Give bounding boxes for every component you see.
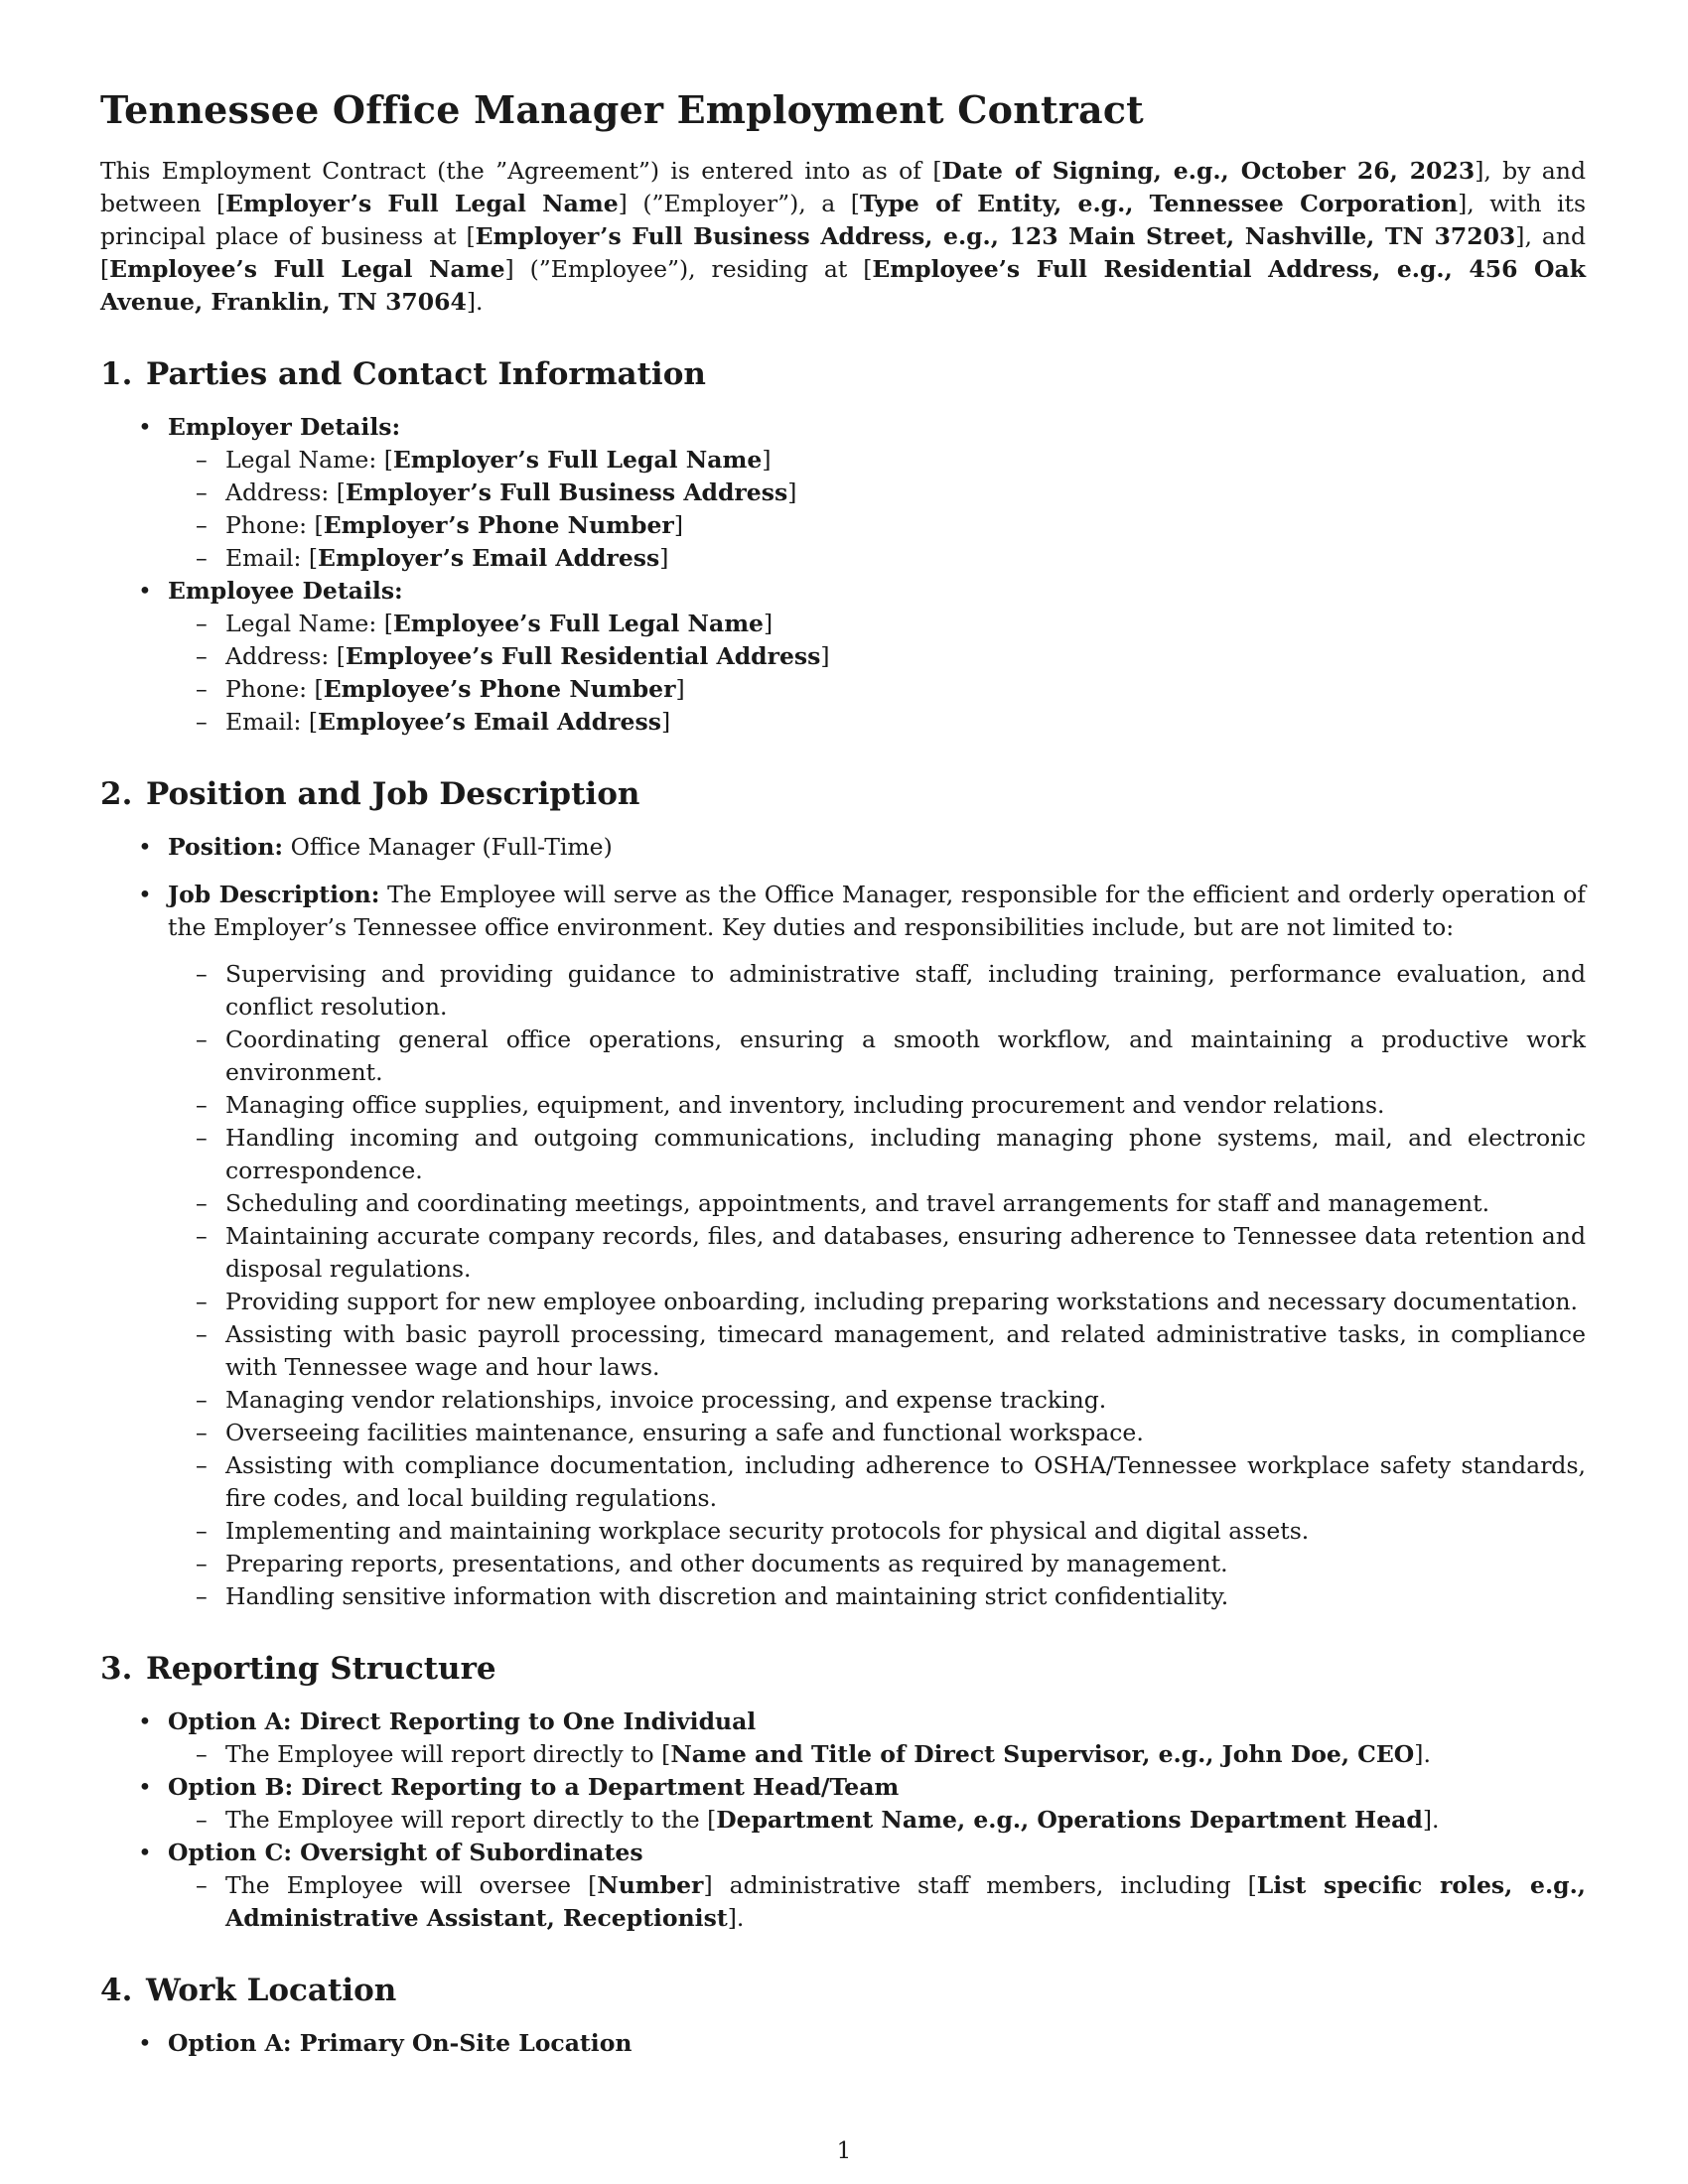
duty-item: – Supervising and providing guidance to administrative staff, including training, performance evaluation, and conflict resolution. (166, 958, 1586, 1024)
list-item: – The Employee will oversee [Number] administrative staff members, including [List specific roles, e.g., Administrative Assistant, Receptionist]. (166, 1869, 1586, 1935)
option-a: • Option A: Direct Reporting to One Individual – The Employee will report directly to [Name and Title of Direct Supervisor, e.g., John Doe, CEO]. (100, 1706, 1586, 1771)
duty-item: – Assisting with basic payroll processing, timecard management, and related administrative tasks, in compliance with Tennessee wage and hour laws. (166, 1318, 1586, 1384)
section-reporting (100, 1651, 1586, 1935)
duty-item: – Implementing and maintaining workplace security protocols for physical and digital assets. (166, 1515, 1586, 1548)
document-page (100, 87, 1586, 2098)
section-parties (100, 356, 1586, 739)
option-a: • Option A: Primary On-Site Location (100, 2027, 1586, 2060)
list-item: – Address: [Employee’s Full Residential Address] (166, 640, 1586, 673)
option-b: • Option B: Direct Reporting to a Department Head/Team – The Employee will report directly to the [Department Name, e.g., Operations Department Head]. (100, 1771, 1586, 1837)
document-title: Tennessee Office Manager Employment Contract (100, 87, 1144, 132)
duty-item: – Providing support for new employee onboarding, including preparing workstations and necessary documentation. (166, 1286, 1586, 1318)
section-heading: 4. Work Location (100, 1973, 397, 2009)
duty-item: – Managing vendor relationships, invoice processing, and expense tracking. (166, 1384, 1586, 1417)
duty-item: – Handling incoming and outgoing communications, including managing phone systems, mail, and electronic correspondence. (166, 1122, 1586, 1187)
duty-item: – Coordinating general office operations, ensuring a smooth workflow, and maintaining a productive work environment. (166, 1024, 1586, 1089)
employee-address-placeholder: Employee’s Full Residential Address, e.g., 456 Oak Avenue, Franklin, TN 37064 (100, 254, 1586, 316)
section-work-location (100, 1973, 1586, 2060)
list-item: – Legal Name: [Employer’s Full Legal Name] (166, 444, 1586, 477)
list-item: – Email: [Employer’s Email Address] (166, 542, 1586, 575)
duty-item: – Maintaining accurate company records, files, and databases, ensuring adherence to Tennessee data retention and disposal regulations. (166, 1220, 1586, 1286)
duty-item: – Managing office supplies, equipment, and inventory, including procurement and vendor relations. (166, 1089, 1586, 1122)
entity-type-placeholder: Type of Entity, e.g., Tennessee Corporation (859, 189, 1459, 217)
duty-item: – Handling sensitive information with discretion and maintaining strict confidentiality. (166, 1580, 1586, 1613)
list-item: – Address: [Employer’s Full Business Address] (166, 477, 1586, 509)
employer-name-placeholder: Employer’s Full Legal Name (225, 189, 619, 217)
job-description-item: • Job Description: The Employee will serve as the Office Manager, responsible for the efficient and orderly operation of the Employer’s Tennessee office environment. Key duties and responsibilities include, but are not limited to: – Supervising and providing guidance to administrative staff, including training, performance evaluation, and conflict resolution. – Coordinating general office operations, ensuring a smooth workflow, and maintaining a productive work environment. – Managing office supplies, equipment, and inventory, including procurement and vendor relations. – Handling incoming and outgoing communications, including managing phone systems, mail, and electronic correspondence. – Scheduling and coordinating meetings, appointments, and travel arrangements for staff and management. – Maintaining accurate company records, files, and databases, ensuring adherence to Tennessee data retention and disposal regulations. – Providing support for new employee onboarding, including preparing workstations and necessary documentation. – Assisting with basic payroll processing, timecard management, and related administrative tasks, in compliance with Tennessee wage and hour laws. – Managing vendor relationships, invoice processing, and expense tracking. – Overseeing facilities maintenance, ensuring a safe and functional workspace. – Assisting with compliance documentation, including adherence to OSHA/Tennessee workplace safety standards, fire codes, and local building regulations. – Implementing and maintaining workplace security protocols for physical and digital assets. – Preparing reports, presentations, and other documents as required by management. – Handling sensitive information with discretion and maintaining strict confidentiality. (100, 879, 1586, 1613)
duty-item: – Scheduling and coordinating meetings, appointments, and travel arrangements for staff and management. (166, 1187, 1586, 1220)
employee-details: • Employee Details: – Legal Name: [Employee’s Full Legal Name] – Address: [Employee’s Full Residential Address] – Phone: [Employee’s Phone Number] – Email: [Employee’s Email Address] (100, 575, 1586, 739)
page-number: 1 (836, 2138, 852, 2164)
duty-item: – Assisting with compliance documentation, including adherence to OSHA/Tennessee workplace safety standards, fire codes, and local building regulations. (166, 1449, 1586, 1515)
list-item: – Phone: [Employee’s Phone Number] (166, 673, 1586, 706)
position-item: • Position: Office Manager (Full-Time) (100, 831, 1586, 864)
section-heading: 2. Position and Job Description (100, 775, 640, 812)
section-position (100, 776, 1586, 1613)
employee-name-placeholder: Employee’s Full Legal Name (109, 254, 505, 283)
duty-item: – Overseeing facilities maintenance, ensuring a safe and functional workspace. (166, 1417, 1586, 1449)
list-item: – Legal Name: [Employee’s Full Legal Name] (166, 608, 1586, 640)
duties-list (168, 958, 1586, 1613)
employer-details: • Employer Details: – Legal Name: [Employer’s Full Legal Name] – Address: [Employer’s Full Business Address] – Phone: [Employer’s Phone Number] – Email: [Employer’s Email Address] (100, 411, 1586, 575)
duty-item: – Preparing reports, presentations, and other documents as required by management. (166, 1548, 1586, 1580)
section-heading: 1. Parties and Contact Information (100, 355, 706, 392)
intro-paragraph: This Employment Contract (the ”Agreement”) is entered into as of [Date of Signing, e.g., October 26, 2023], by and between [Employer’s Full Legal Name] (”Employer”), a [Type of Entity, e.g., Tennessee Corporation], with its principal place of business at [Employer’s Full Business Address, e.g., 123 Main Street, Nashville, TN 37203], and [Employee’s Full Legal Name] (”Employee”), residing at [Employee’s Full Residential Address, e.g., 456 Oak Avenue, Franklin, TN 37064]. (100, 156, 1587, 316)
list-item: – The Employee will report directly to the [Department Name, e.g., Operations Department Head]. (166, 1804, 1586, 1837)
list-item: – The Employee will report directly to [Name and Title of Direct Supervisor, e.g., John Doe, CEO]. (166, 1738, 1586, 1771)
section-heading: 3. Reporting Structure (100, 1650, 496, 1687)
employer-address-placeholder: Employer’s Full Business Address, e.g., 123 Main Street, Nashville, TN 37203 (475, 221, 1516, 250)
date-placeholder: Date of Signing, e.g., October 26, 2023 (941, 156, 1476, 185)
option-c: • Option C: Oversight of Subordinates – The Employee will oversee [Number] administrative staff members, including [List specific roles, e.g., Administrative Assistant, Receptionist]. (100, 1837, 1586, 1935)
list-item: – Email: [Employee’s Email Address] (166, 706, 1586, 739)
list-item: – Phone: [Employer’s Phone Number] (166, 509, 1586, 542)
